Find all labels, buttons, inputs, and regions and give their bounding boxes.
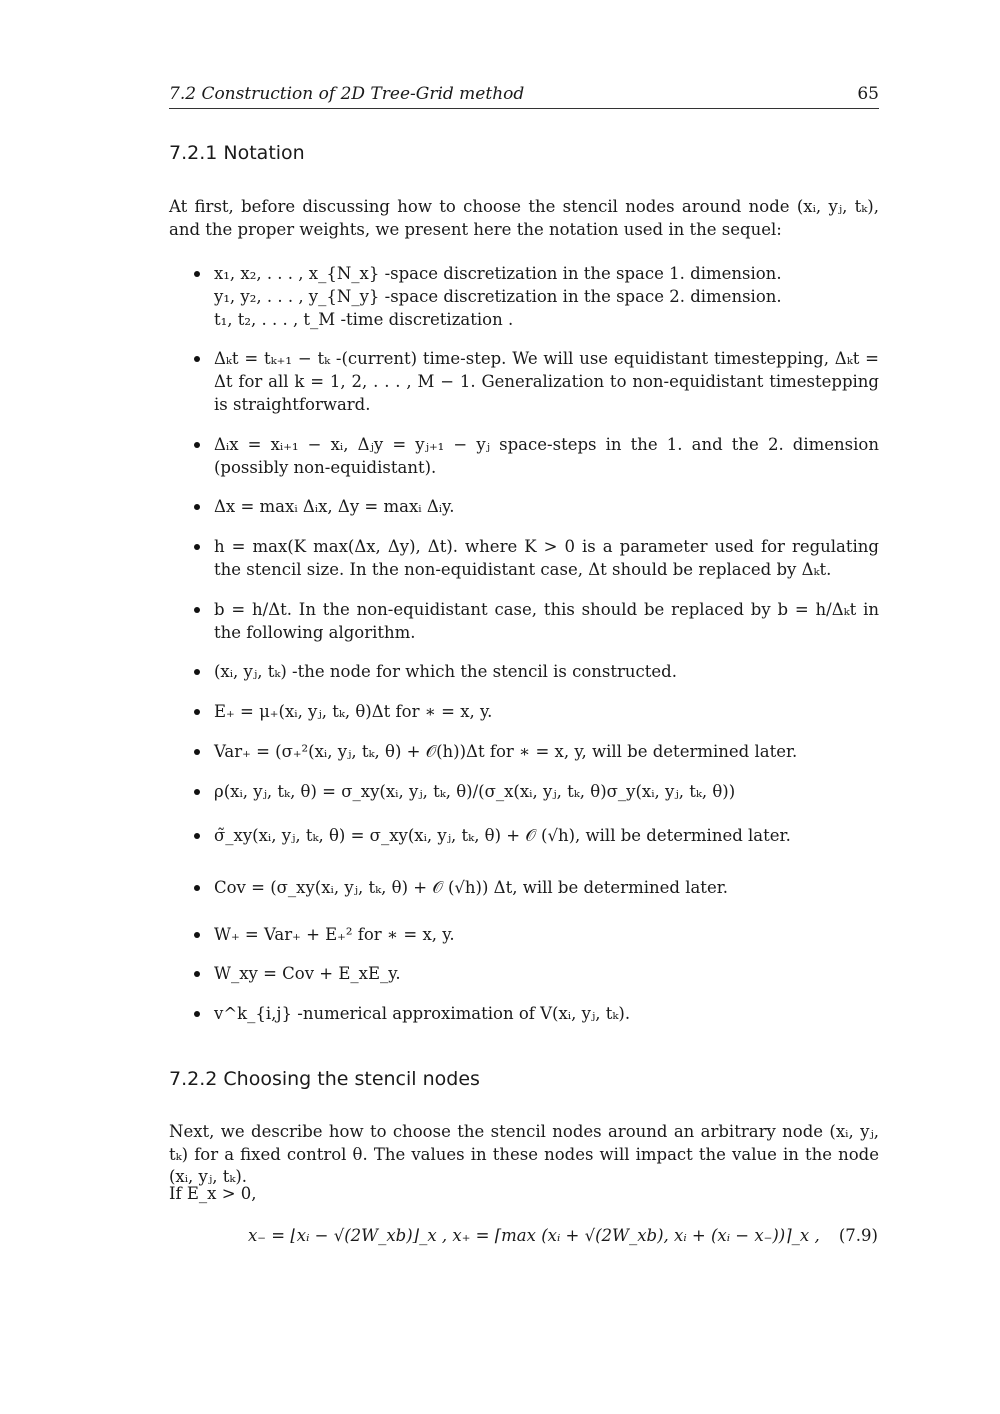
bullet-icon <box>194 544 200 550</box>
running-title: 7.2 Construction of 2D Tree-Grid method <box>169 84 525 104</box>
running-header <box>169 84 879 109</box>
bullet-icon <box>194 789 200 795</box>
condition-line: If E_x > 0, <box>169 1184 257 1203</box>
list-item-text: W₊ = Var₊ + E₊² for ∗ = x, y. <box>214 925 455 944</box>
stencil-paragraph: Next, we describe how to choose the stencil nodes around an arbitrary node (xᵢ, yⱼ, tₖ) for a fixed control θ. The values in these nodes will impact the value in the node (xᵢ, yⱼ, tₖ). <box>169 1122 879 1186</box>
equation-body: x₋ = ⌊xᵢ − √(2W_xb)⌋_x , x₊ = ⌈max (xᵢ + √(2W_xb), xᵢ + (xᵢ − x₋))⌉_x , <box>248 1226 820 1245</box>
bullet-icon <box>194 833 200 839</box>
section-heading-stencil-nodes: 7.2.2 Choosing the stencil nodes <box>169 1068 480 1090</box>
equation-number: (7.9) <box>838 1226 878 1245</box>
bullet-icon <box>194 442 200 448</box>
list-item-line: t₁, t₂, . . . , t_M -time discretization . <box>214 310 514 329</box>
list-item-text: v^k_{i,j} -numerical approximation of V(xᵢ, yⱼ, tₖ). <box>214 1004 631 1023</box>
list-item-text: b = h/Δt. In the non-equidistant case, this should be replaced by b = h/Δₖt in the following algorithm. <box>214 600 879 642</box>
list-item-text: W_xy = Cov + E_xE_y. <box>214 964 401 983</box>
list-item-text: Δx = maxᵢ Δᵢx, Δy = maxᵢ Δᵢy. <box>214 497 455 516</box>
list-item-line: x₁, x₂, . . . , x_{N_x} -space discretization in the space 1. dimension. <box>214 264 782 283</box>
bullet-icon <box>194 504 200 510</box>
section-heading-notation: 7.2.1 Notation <box>169 142 305 164</box>
bullet-icon <box>194 971 200 977</box>
equation-7-9 <box>248 1226 878 1245</box>
list-item-text: σ̃_xy(xᵢ, yⱼ, tₖ, θ) = σ_xy(xᵢ, yⱼ, tₖ, θ) + 𝒪 (√h), will be determined later. <box>214 826 791 845</box>
intro-paragraph: At first, before discussing how to choose the stencil nodes around node (xᵢ, yⱼ, tₖ), and the proper weights, we present here the notation used in the sequel: <box>169 197 879 239</box>
list-item-line: y₁, y₂, . . . , y_{N_y} -space discretization in the space 2. dimension. <box>214 287 782 306</box>
list-item-text: Δᵢx = xᵢ₊₁ − xᵢ, Δⱼy = yⱼ₊₁ − yⱼ space-steps in the 1. and the 2. dimension (possibly non-equidistant). <box>214 435 879 477</box>
bullet-icon <box>194 271 200 277</box>
list-item-text: Cov = (σ_xy(xᵢ, yⱼ, tₖ, θ) + 𝒪 (√h)) Δt, will be determined later. <box>214 878 729 897</box>
bullet-icon <box>194 709 200 715</box>
bullet-icon <box>194 749 200 755</box>
list-item-text: h = max(K max(Δx, Δy), Δt). where K > 0 is a parameter used for regulating the stencil size. In the non-equidistant case, Δt should be replaced by Δₖt. <box>214 537 879 579</box>
bullet-icon <box>194 1011 200 1017</box>
list-item-text: Δₖt = tₖ₊₁ − tₖ -(current) time-step. We will use equidistant timestepping, Δₖt = Δt for all k = 1, 2, . . . , M − 1. Generalization to non-equidistant timestepping is straightforward. <box>214 349 879 414</box>
bullet-icon <box>194 669 200 675</box>
list-item-text: (xᵢ, yⱼ, tₖ) -the node for which the stencil is constructed. <box>214 662 677 681</box>
list-item-text: ρ(xᵢ, yⱼ, tₖ, θ) = σ_xy(xᵢ, yⱼ, tₖ, θ)/(σ_x(xᵢ, yⱼ, tₖ, θ)σ_y(xᵢ, yⱼ, tₖ, θ)) <box>214 782 736 801</box>
bullet-icon <box>194 932 200 938</box>
bullet-icon <box>194 356 200 362</box>
list-item-text: E₊ = μ₊(xᵢ, yⱼ, tₖ, θ)Δt for ∗ = x, y. <box>214 702 493 721</box>
page-number: 65 <box>857 84 879 104</box>
list-item-text: Var₊ = (σ₊²(xᵢ, yⱼ, tₖ, θ) + 𝒪(h))Δt for ∗ = x, y, will be determined later. <box>214 742 798 761</box>
bullet-icon <box>194 885 200 891</box>
bullet-icon <box>194 607 200 613</box>
